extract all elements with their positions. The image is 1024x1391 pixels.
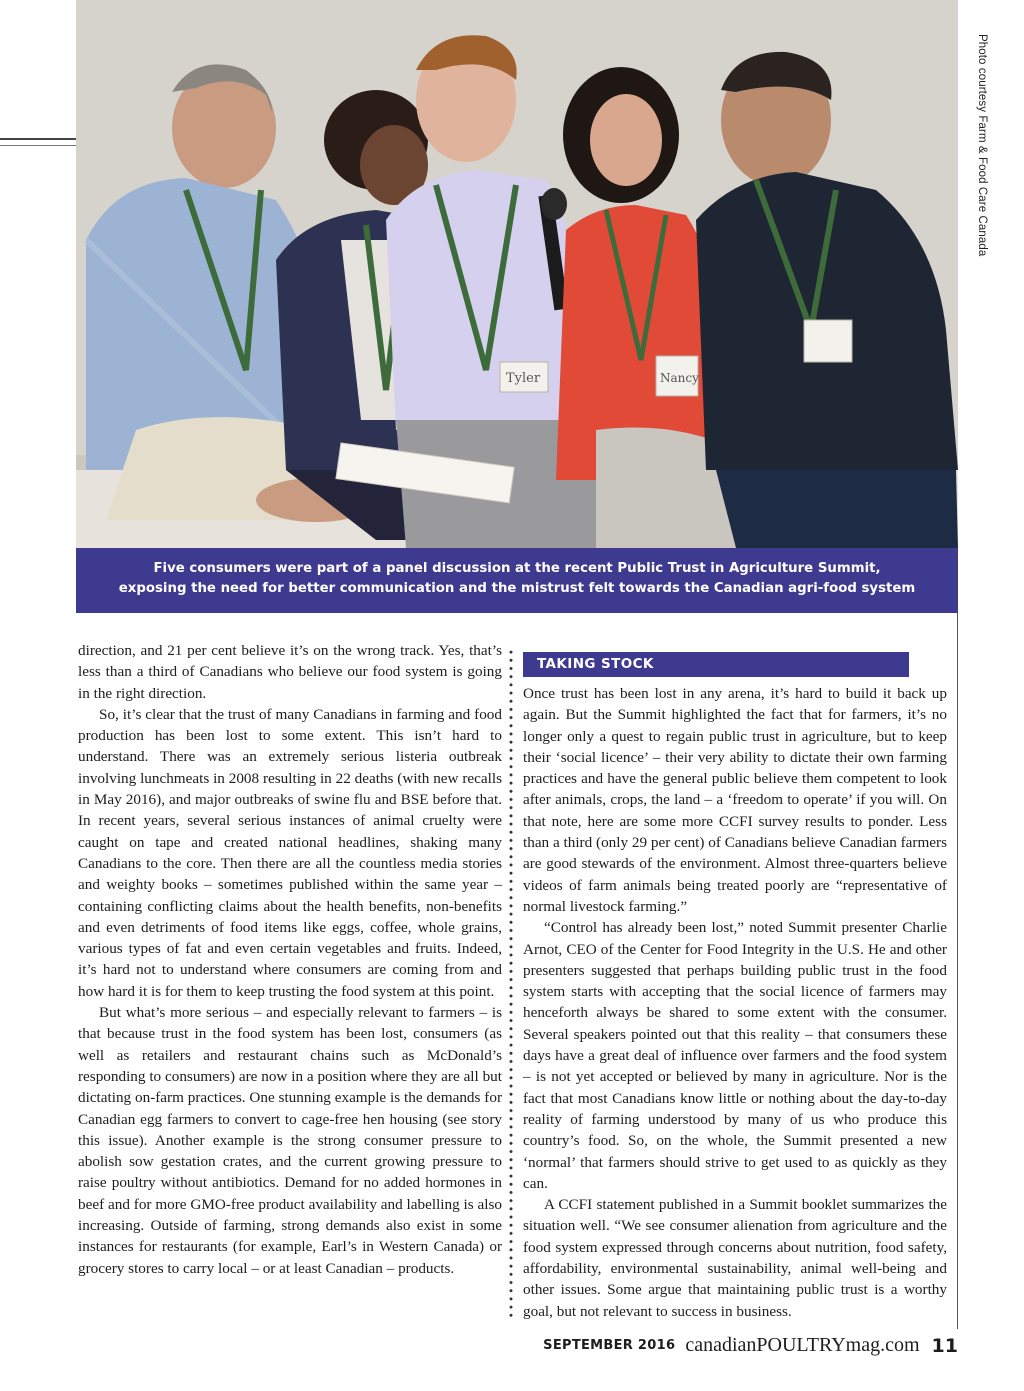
caption-line-1: Five consumers were part of a panel discussion at the recent Public Trust in Agriculture Summit, [153,561,881,576]
issue-date: SEPTEMBER 2016 [543,1338,676,1353]
section-heading: TAKING STOCK [523,652,909,677]
page-edge-marks [0,138,76,152]
paragraph: “Control has already been lost,” noted Summit presenter Charlie Arnot, CEO of the Center for Food Integrity in the U.S. He and other presenters suggested that perhaps building public trust in the food system starts with accepting that the social licence of farmers may henceforth always be shared to some extent with the consumer. Several speakers pointed out that this reality – that consumers these days have a great deal of influence over farmers and the food system – is not yet accepted or believed by many in agriculture. Nor is the fact that most Canadians know little or nothing about the day-to-day reality of farming understood by many of us who produce this country’s food. So, on the whole, the Summit presented a new ‘normal’ that farmers should strive to get used to as quickly as they can. [523,919,947,1192]
panel-photo-illustration [76,0,958,548]
article-column-left [78,640,502,1279]
svg-text:Nancy: Nancy [660,371,699,385]
photo-credit [958,0,988,300]
page-footer [0,1334,958,1364]
column-rule [957,613,958,1329]
page-number: 11 [931,1334,958,1357]
svg-text:Tyler: Tyler [506,371,541,386]
column-divider-dots [509,648,513,1318]
paragraph: A CCFI statement published in a Summit booklet summarizes the situation well. “We see consumer alienation from agriculture and the food system expressed through concerns about nutrition, food safety, affordability, environmental sustainability, animal well-being and other issues. Some argue that maintaining public trust is a worthy goal, but not relevant to success in business. [523,1196,947,1320]
paragraph: Once trust has been lost in any arena, it’s hard to build it back up again. But the Summit highlighted the fact that for farmers, it’s no longer only a quest to regain public trust in agriculture, but to keep their ‘social licence’ – their very ability to dictate their own farming practices and have the general public believe them competent to look after animals, crops, the land – a ‘freedom to operate’ if you will. On that note, here are some more CCFI survey results to ponder. Less than a third (only 29 per cent) of Canadians believe Canadian farmers are good stewards of the environment. Almost three-quarters believe videos of farm animals being treated poorly are “representative of normal livestock farming.” [523,685,947,915]
paragraph: direction, and 21 per cent believe it’s on the wrong track. Yes, that’s less than a third of Canadians who believe our food system is going in the right direction. [78,642,502,702]
article-column-right [523,683,947,1322]
paragraph: But what’s more serious – and especially relevant to farmers – is that because trust in the food system has been lost, consumers (as well as retailers and restaurant chains such as McDonald’s responding to consumers) are now in a position where they are all but dictating on-farm practices. One stunning example is the demands for Canadian egg farmers to convert to cage-free hen housing (see story this issue). Another example is the strong consumer pressure to abolish sow gestation crates, and the current growing pressure to raise poultry without antibiotics. Demand for no added hormones in beef and for more GMO-free product availability and labelling is also increasing. Outside of farming, strong demands also exist in some instances for restaurants (for example, Earl’s in Western Canada) or grocery stores to carry local – or at least Canadian – products. [78,1004,502,1277]
caption-line-2: exposing the need for better communication and the mistrust felt towards the Canadian agri-food system [118,581,916,596]
edge-rule [0,145,76,146]
photo-credit-text: Photo courtesy Farm & Food Care Canada [976,34,988,257]
website-link[interactable]: canadianPOULTRYmag.com [685,1334,920,1356]
panel-photo [76,0,958,548]
paragraph: So, it’s clear that the trust of many Canadians in farming and food production has been lost to some extent. This isn’t hard to understand. There was an extremely serious listeria outbreak involving lunchmeats in 2008 resulting in 22 deaths (with new recalls in May 2016), and major outbreaks of swine flu and BSE before that. In recent years, several serious instances of animal cruelty were caught on tape and created national headlines, shaking many Canadians to the core. Then there are all the countless media stories and weighty books – sometimes published within the same year – containing conflicting claims about the health benefits, non-benefits and even detriments of food items like eggs, coffee, whole grains, various types of fat and even certain vegetables and fruits. Indeed, it’s hard not to understand where consumers are coming from and how hard it is for them to keep trusting the food system at this point. [78,705,502,1000]
photo-caption [76,548,958,613]
edge-rule [0,138,76,140]
